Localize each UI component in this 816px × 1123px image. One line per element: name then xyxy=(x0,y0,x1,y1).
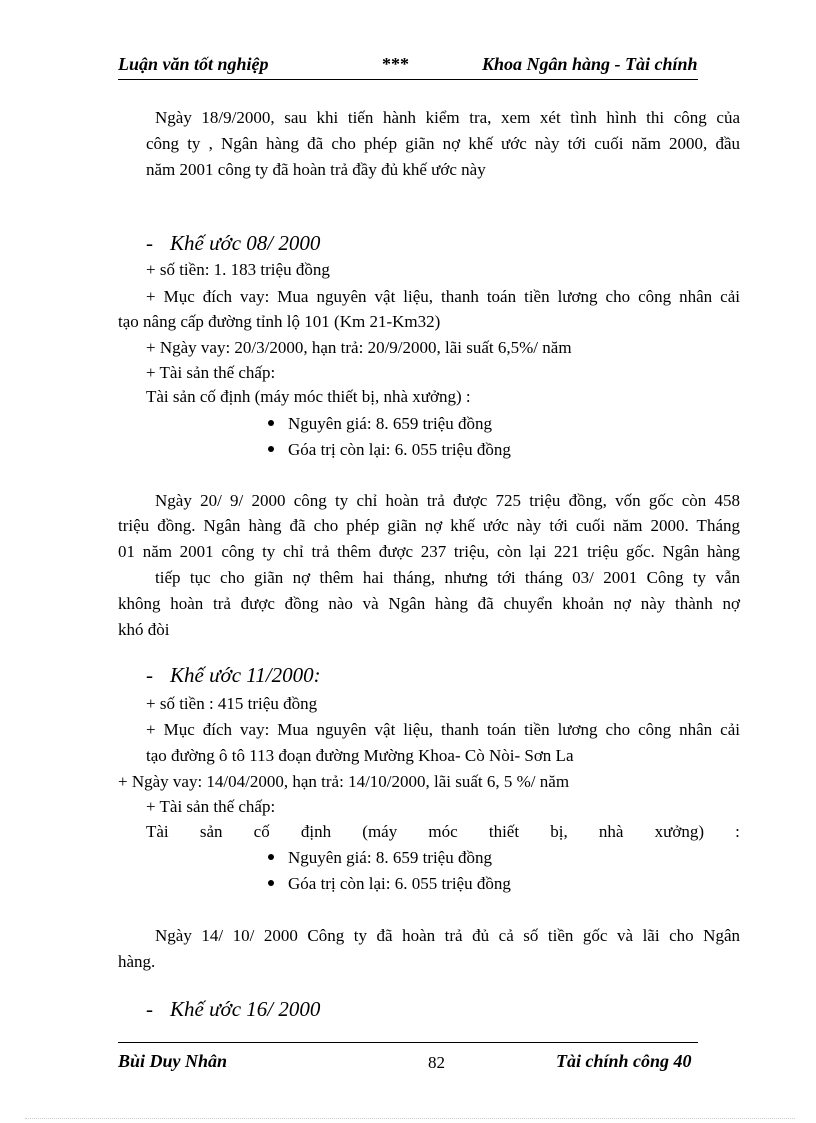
section1-purpose-line1: + Mục đích vay: Mua nguyên vật liệu, thanh toán tiền lương cho công nhân cải xyxy=(146,287,740,306)
assets-word: Tài xyxy=(146,822,169,841)
para2-line3: 01 năm 2001 công ty chỉ trả thêm được 237 triệu, còn lại 221 triệu gốc. Ngân hàng xyxy=(118,542,740,561)
bullet-icon xyxy=(268,446,274,452)
bullet-text: Góa trị còn lại: 6. 055 triệu đồng xyxy=(288,874,511,893)
assets-word: định xyxy=(300,822,332,841)
section1-assets: Tài sản cố định (máy móc thiết bị, nhà xưởng) : xyxy=(146,387,471,406)
section2-bullet-item xyxy=(268,874,511,894)
section2-collateral: + Tài sản thế chấp: xyxy=(146,797,276,816)
section1-purpose-line2: tạo nâng cấp đường tỉnh lộ 101 (Km 21-Km32) xyxy=(118,312,441,331)
assets-word: sản xyxy=(199,822,223,841)
assets-word: (máy xyxy=(362,822,398,841)
assets-word: móc xyxy=(428,822,458,841)
section2-bullet-item xyxy=(268,848,492,868)
para2-line1: Ngày 20/ 9/ 2000 công ty chỉ hoàn trả được 725 triệu đồng, vốn gốc còn 458 xyxy=(155,491,740,510)
page-number: 82 xyxy=(428,1053,445,1072)
section2-title: Khế ước 11/2000: xyxy=(170,663,321,687)
section2-amount: + số tiền : 415 triệu đồng xyxy=(146,694,318,713)
para3-line1: Ngày 14/ 10/ 2000 Công ty đã hoàn trả đủ cả số tiền gốc và lãi cho Ngân xyxy=(155,926,740,945)
assets-word: nhà xyxy=(598,822,624,841)
bullet-text: Nguyên giá: 8. 659 triệu đồng xyxy=(288,414,492,433)
bullet-text: Nguyên giá: 8. 659 triệu đồng xyxy=(288,848,492,867)
para1-line1: Ngày 18/9/2000, sau khi tiến hành kiểm tra, xem xét tình hình thi công của xyxy=(155,108,740,127)
assets-word: : xyxy=(735,822,740,841)
section3-title: Khế ước 16/ 2000 xyxy=(170,997,321,1021)
section1-amount: + số tiền: 1. 183 triệu đồng xyxy=(146,260,330,279)
footer-left: Bùi Duy Nhân xyxy=(118,1051,228,1071)
section2-purpose-line2: tạo đường ô tô 113 đoạn đường Mường Khoa- Cò Nòi- Sơn La xyxy=(146,746,574,765)
footer-rule xyxy=(118,1042,698,1043)
header-right: Khoa Ngân hàng - Tài chính xyxy=(482,54,698,74)
para1-line3: năm 2001 công ty đã hoàn trả đầy đủ khế ước này xyxy=(146,160,486,179)
bullet-icon xyxy=(268,420,274,426)
section2-purpose-line1: + Mục đích vay: Mua nguyên vật liệu, thanh toán tiền lương cho công nhân cải xyxy=(146,720,740,739)
header-left: Luận văn tốt nghiệp xyxy=(118,54,269,74)
para2-line4: tiếp tục cho giãn nợ thêm hai tháng, nhưng tới tháng 03/ 2001 Công ty vẫn xyxy=(155,568,740,587)
section1-dates: + Ngày vay: 20/3/2000, hạn trả: 20/9/2000, lãi suất 6,5%/ năm xyxy=(146,338,572,357)
para2-line6: khó đòi xyxy=(118,620,170,639)
page-edge-divider xyxy=(25,1118,795,1119)
section1-collateral: + Tài sản thế chấp: xyxy=(146,363,276,382)
bullet-icon xyxy=(268,854,274,860)
section3-dash: - xyxy=(146,997,153,1021)
section1-dash: - xyxy=(146,231,153,255)
section1-bullet-item xyxy=(268,414,492,434)
section2-dates: + Ngày vay: 14/04/2000, hạn trả: 14/10/2000, lãi suất 6, 5 %/ năm xyxy=(118,772,570,791)
bullet-icon xyxy=(268,880,274,886)
para3-line2: hàng. xyxy=(118,952,156,971)
footer-right: Tài chính công 40 xyxy=(556,1051,692,1071)
assets-word: xưởng) xyxy=(654,822,704,841)
section2-assets xyxy=(146,822,740,842)
section1-title: Khế ước 08/ 2000 xyxy=(170,231,321,255)
assets-word: cố xyxy=(253,822,270,841)
header-center: *** xyxy=(382,54,409,74)
para1-line2: công ty , Ngân hàng đã cho phép giãn nợ khế ước này tới cuối năm 2000, đầu xyxy=(146,134,740,153)
section2-dash: - xyxy=(146,663,153,687)
assets-word: bị, xyxy=(550,822,568,841)
section1-bullet-item xyxy=(268,440,511,460)
para2-line2: triệu đồng. Ngân hàng đã cho phép giãn nợ khế ước này tới cuối năm 2000. Tháng xyxy=(118,516,740,535)
assets-word: thiết xyxy=(488,822,520,841)
header-rule xyxy=(118,79,698,80)
para2-line5: không hoàn trả được đồng nào và Ngân hàng đã chuyển khoản nợ này thành nợ xyxy=(118,594,740,613)
bullet-text: Góa trị còn lại: 6. 055 triệu đồng xyxy=(288,440,511,459)
